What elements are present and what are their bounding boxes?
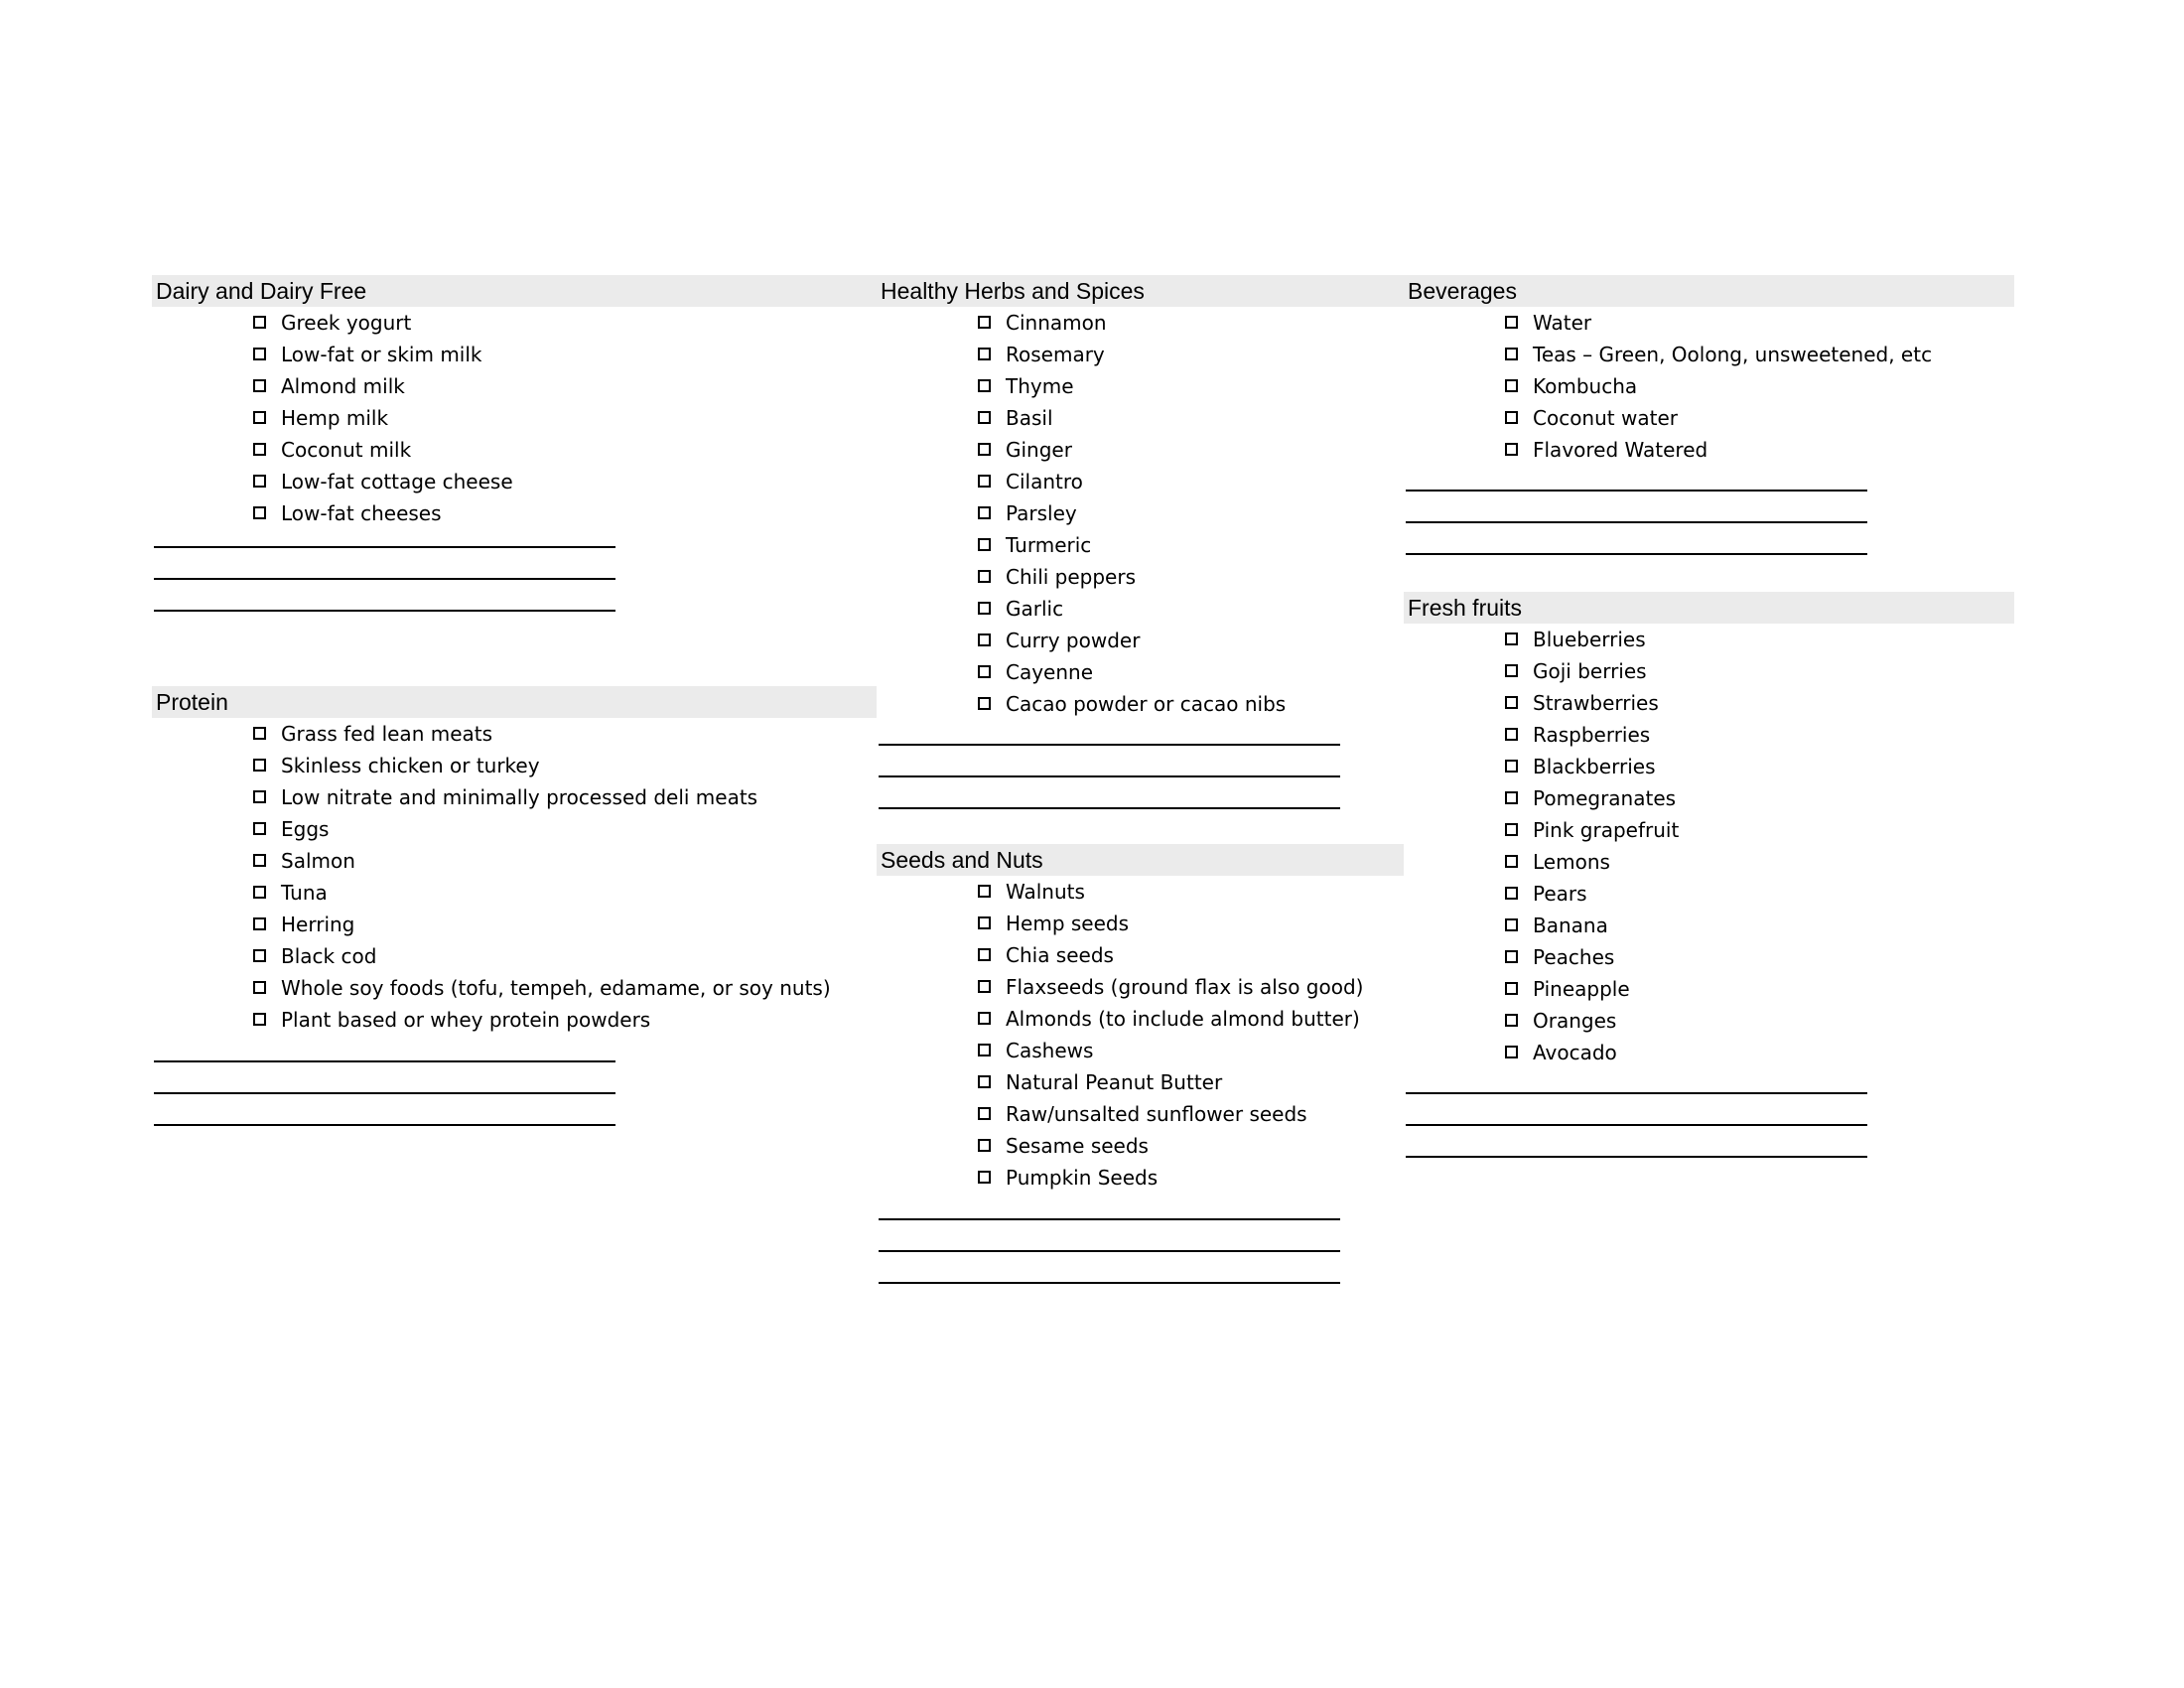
item-label: Cacao powder or cacao nibs xyxy=(1006,692,1287,716)
item-label: Turmeric xyxy=(1006,533,1092,557)
item-label: Flavored Watered xyxy=(1533,438,1708,462)
item-label: Low-fat cottage cheese xyxy=(281,470,513,493)
checkbox-icon[interactable] xyxy=(978,885,991,898)
write-in-line[interactable] xyxy=(1406,1092,1867,1094)
checkbox-icon[interactable] xyxy=(253,1013,266,1026)
item-label: Avocado xyxy=(1533,1041,1617,1064)
checkbox-icon[interactable] xyxy=(978,665,991,678)
checkbox-icon[interactable] xyxy=(1505,696,1518,709)
write-in-line[interactable] xyxy=(879,807,1340,809)
item-label: Parsley xyxy=(1006,501,1077,525)
checkbox-icon[interactable] xyxy=(253,348,266,360)
checkbox-icon[interactable] xyxy=(1505,855,1518,868)
item-label: Chia seeds xyxy=(1006,943,1114,967)
checkbox-icon[interactable] xyxy=(978,316,991,329)
checkbox-icon[interactable] xyxy=(978,570,991,583)
checkbox-icon[interactable] xyxy=(978,379,991,392)
item-label: Strawberries xyxy=(1533,691,1659,715)
checkbox-icon[interactable] xyxy=(253,506,266,519)
write-in-line[interactable] xyxy=(154,610,615,612)
item-label: Skinless chicken or turkey xyxy=(281,754,540,777)
item-label: Raspberries xyxy=(1533,723,1651,747)
item-label: Black cod xyxy=(281,944,377,968)
item-label: Pink grapefruit xyxy=(1533,818,1680,842)
write-in-line[interactable] xyxy=(879,1218,1340,1220)
write-in-line[interactable] xyxy=(1406,553,1867,555)
checkbox-icon[interactable] xyxy=(253,759,266,772)
checkbox-icon[interactable] xyxy=(1505,379,1518,392)
checkbox-icon[interactable] xyxy=(1505,887,1518,900)
checkbox-icon[interactable] xyxy=(978,411,991,424)
checkbox-icon[interactable] xyxy=(1505,411,1518,424)
checkbox-icon[interactable] xyxy=(1505,1014,1518,1027)
item-label: Walnuts xyxy=(1006,880,1085,904)
item-label: Curry powder xyxy=(1006,629,1141,652)
item-label: Natural Peanut Butter xyxy=(1006,1070,1223,1094)
checkbox-icon[interactable] xyxy=(253,379,266,392)
item-label: Hemp seeds xyxy=(1006,912,1130,935)
checkbox-icon[interactable] xyxy=(1505,950,1518,963)
write-in-line[interactable] xyxy=(1406,490,1867,492)
checkbox-icon[interactable] xyxy=(253,727,266,740)
checkbox-icon[interactable] xyxy=(1505,316,1518,329)
checkbox-icon[interactable] xyxy=(978,602,991,615)
checkbox-icon[interactable] xyxy=(253,475,266,488)
checkbox-icon[interactable] xyxy=(1505,664,1518,677)
item-label: Hemp milk xyxy=(281,406,389,430)
checkbox-icon[interactable] xyxy=(253,411,266,424)
item-label: Almond milk xyxy=(281,374,405,398)
item-label: Goji berries xyxy=(1533,659,1647,683)
item-label: Cilantro xyxy=(1006,470,1083,493)
checkbox-icon[interactable] xyxy=(978,506,991,519)
item-label: Grass fed lean meats xyxy=(281,722,493,746)
write-in-line[interactable] xyxy=(879,775,1340,777)
checkbox-icon[interactable] xyxy=(253,917,266,930)
item-label: Thyme xyxy=(1006,374,1074,398)
item-label: Cayenne xyxy=(1006,660,1094,684)
item-label: Pumpkin Seeds xyxy=(1006,1166,1159,1190)
item-label: Teas – Green, Oolong, unsweetened, etc xyxy=(1533,343,1933,366)
item-label: Kombucha xyxy=(1533,374,1638,398)
item-label: Raw/unsalted sunflower seeds xyxy=(1006,1102,1307,1126)
checkbox-icon[interactable] xyxy=(1505,760,1518,773)
write-in-line[interactable] xyxy=(879,1282,1340,1284)
item-label: Blueberries xyxy=(1533,628,1646,651)
checkbox-icon[interactable] xyxy=(253,949,266,962)
checkbox-icon[interactable] xyxy=(253,822,266,835)
item-label: Pineapple xyxy=(1533,977,1630,1001)
checkbox-icon[interactable] xyxy=(978,1012,991,1025)
section-heading: Fresh fruits xyxy=(1404,592,2014,624)
section-heading: Seeds and Nuts xyxy=(877,844,1404,876)
item-label: Low-fat or skim milk xyxy=(281,343,482,366)
checkbox-icon[interactable] xyxy=(978,1075,991,1088)
item-label: Plant based or whey protein powders xyxy=(281,1008,651,1032)
checkbox-icon[interactable] xyxy=(1505,918,1518,931)
checkbox-icon[interactable] xyxy=(978,697,991,710)
item-label: Water xyxy=(1533,311,1592,335)
checkbox-icon[interactable] xyxy=(1505,791,1518,804)
item-label: Coconut water xyxy=(1533,406,1678,430)
item-label: Cinnamon xyxy=(1006,311,1107,335)
item-label: Almonds (to include almond butter) xyxy=(1006,1007,1360,1031)
checkbox-icon[interactable] xyxy=(978,916,991,929)
item-label: Low nitrate and minimally processed deli meats xyxy=(281,785,758,809)
item-label: Tuna xyxy=(281,881,328,905)
checkbox-icon[interactable] xyxy=(978,1044,991,1056)
checkbox-icon[interactable] xyxy=(253,854,266,867)
item-label: Basil xyxy=(1006,406,1053,430)
checkbox-icon[interactable] xyxy=(1505,823,1518,836)
item-label: Eggs xyxy=(281,817,330,841)
checkbox-icon[interactable] xyxy=(978,538,991,551)
item-label: Lemons xyxy=(1533,850,1610,874)
checkbox-icon[interactable] xyxy=(253,886,266,899)
checkbox-icon[interactable] xyxy=(253,316,266,329)
section-heading: Protein xyxy=(152,686,877,718)
item-label: Garlic xyxy=(1006,597,1064,621)
checkbox-icon[interactable] xyxy=(1505,982,1518,995)
item-label: Herring xyxy=(281,913,355,936)
checkbox-icon[interactable] xyxy=(1505,443,1518,456)
checkbox-icon[interactable] xyxy=(253,981,266,994)
write-in-line[interactable] xyxy=(154,1124,615,1126)
checkbox-icon[interactable] xyxy=(1505,728,1518,741)
checkbox-icon[interactable] xyxy=(978,1107,991,1120)
checkbox-icon[interactable] xyxy=(1505,1046,1518,1058)
checkbox-icon[interactable] xyxy=(978,1139,991,1152)
write-in-line[interactable] xyxy=(154,578,615,580)
checkbox-icon[interactable] xyxy=(978,980,991,993)
item-label: Blackberries xyxy=(1533,755,1656,778)
checkbox-icon[interactable] xyxy=(978,475,991,488)
item-label: Banana xyxy=(1533,914,1608,937)
item-label: Sesame seeds xyxy=(1006,1134,1149,1158)
item-label: Chili peppers xyxy=(1006,565,1137,589)
item-label: Rosemary xyxy=(1006,343,1105,366)
item-label: Cashews xyxy=(1006,1039,1094,1062)
write-in-line[interactable] xyxy=(1406,1124,1867,1126)
item-label: Oranges xyxy=(1533,1009,1617,1033)
item-label: Pomegranates xyxy=(1533,786,1677,810)
write-in-line[interactable] xyxy=(154,1060,615,1062)
checkbox-icon[interactable] xyxy=(978,633,991,646)
checkbox-icon[interactable] xyxy=(978,948,991,961)
item-label: Coconut milk xyxy=(281,438,412,462)
section-heading: Dairy and Dairy Free xyxy=(152,275,877,307)
write-in-line[interactable] xyxy=(154,546,615,548)
checkbox-icon[interactable] xyxy=(1505,633,1518,645)
item-label: Pears xyxy=(1533,882,1587,906)
item-label: Peaches xyxy=(1533,945,1615,969)
section-heading: Healthy Herbs and Spices xyxy=(877,275,1404,307)
item-label: Greek yogurt xyxy=(281,311,412,335)
checkbox-icon[interactable] xyxy=(978,1171,991,1184)
write-in-line[interactable] xyxy=(1406,1156,1867,1158)
item-label: Flaxseeds (ground flax is also good) xyxy=(1006,975,1364,999)
checkbox-icon[interactable] xyxy=(1505,348,1518,360)
checkbox-icon[interactable] xyxy=(978,443,991,456)
write-in-line[interactable] xyxy=(154,1092,615,1094)
section-heading: Beverages xyxy=(1404,275,2014,307)
item-label: Salmon xyxy=(281,849,355,873)
write-in-line[interactable] xyxy=(1406,521,1867,523)
item-label: Whole soy foods (tofu, tempeh, edamame, or soy nuts) xyxy=(281,976,831,1000)
checkbox-icon[interactable] xyxy=(253,443,266,456)
item-label: Low-fat cheeses xyxy=(281,501,442,525)
write-in-line[interactable] xyxy=(879,1250,1340,1252)
checkbox-icon[interactable] xyxy=(253,790,266,803)
item-label: Ginger xyxy=(1006,438,1072,462)
checkbox-icon[interactable] xyxy=(978,348,991,360)
write-in-line[interactable] xyxy=(879,744,1340,746)
